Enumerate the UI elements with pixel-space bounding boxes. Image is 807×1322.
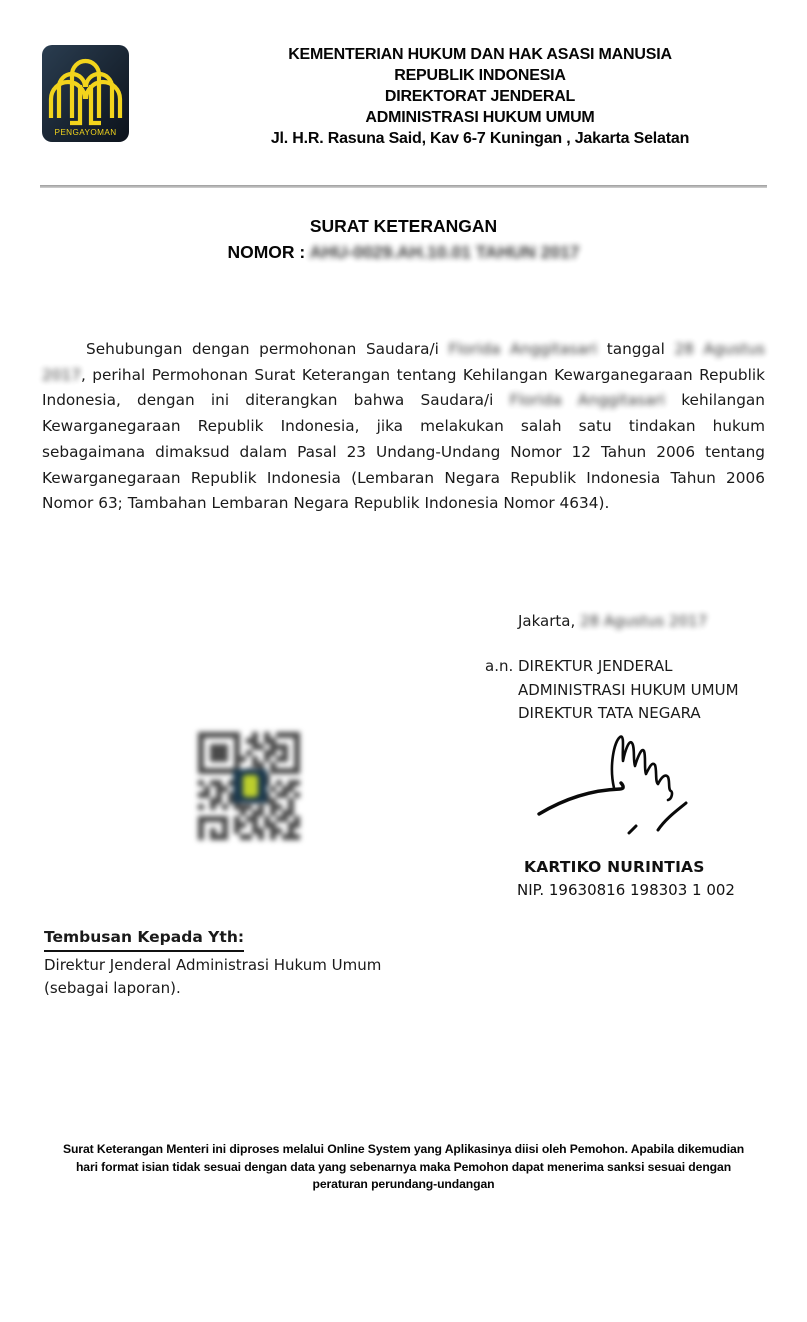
body-text: tanggal <box>597 340 675 358</box>
pengayoman-logo-icon <box>42 45 129 142</box>
request-date-redacted: 28 Agustus 2017 <box>42 340 765 384</box>
address-line: Jl. H.R. Rasuna Said, Kav 6-7 Kuningan , Jakarta Selatan <box>270 130 690 147</box>
an-line: a.n. DIREKTUR JENDERAL <box>485 657 673 675</box>
header-divider <box>40 185 767 188</box>
signer-nip: NIP. 19630816 198303 1 002 <box>517 881 735 899</box>
body-text: kehilangan Kewarganegaraan Republik Indonesia, jika melakukan salah satu tindakan hukum sebagaimana dimaksud dalam Pasal 23 Undang-Undang Nomor 12 Tahun 2006 tentang Kewarganegaraan Republik Indonesia (Lembaran Negara Republik Indonesia Tahun 2006 Nomor 63; Tambahan Lembaran Negara Republik Indonesia Nomor 4634). <box>42 391 765 513</box>
footer-disclaimer: Surat Keterangan Menteri ini diproses melalui Online System yang Aplikasinya diisi oleh Pemohon. Apabila dikemudian hari format isian tidak sesuai dengan data yang sebenarnya maka Pemohon dapat menerima sanksi sesuai dengan peraturan perundang-undangan <box>62 1142 745 1191</box>
ministry-name: KEMENTERIAN HUKUM DAN HAK ASASI MANUSIA <box>288 46 672 63</box>
letter-date-redacted: 28 Agustus 2017 <box>580 612 708 630</box>
body-text: , perihal Permohonan Surat Keterangan tentang Kehilangan Kewarganegaraan Republik Indonesia, dengan ini diterangkan bahwa Saudara/i <box>42 365 765 410</box>
place-date-line <box>518 612 707 630</box>
letter-title-block <box>0 213 807 265</box>
administration-line: ADMINISTRASI HUKUM UMUM <box>365 109 595 126</box>
qr-center-logo <box>233 769 267 803</box>
letter-title: SURAT KETERANGAN <box>309 216 498 236</box>
tembusan-line: (sebagai laporan). <box>44 979 181 997</box>
org-line: ADMINISTRASI HUKUM UMUM <box>518 680 739 699</box>
nomor-value-redacted: AHU-0029.AH.10.01 TAHUN 2017 <box>309 242 580 262</box>
tembusan-line: Direktur Jenderal Administrasi Hukum Umum <box>44 956 382 974</box>
logo-caption: PENGAYOMAN <box>54 128 117 137</box>
role-line: DIREKTUR TATA NEGARA <box>518 704 701 722</box>
tembusan-heading: Tembusan Kepada Yth: <box>44 926 244 952</box>
tembusan-block <box>44 926 381 1000</box>
qr-emblem-icon <box>243 775 258 797</box>
letter-body <box>42 337 765 517</box>
signatory-title-block <box>485 655 739 726</box>
body-text: Sehubungan dengan permohonan Saudara/i <box>86 340 449 358</box>
letterhead <box>190 44 770 149</box>
applicant-name-redacted: Florida Anggitasari <box>448 340 598 358</box>
ministry-logo <box>42 45 129 142</box>
directorate-line: DIREKTORAT JENDERAL <box>384 88 576 105</box>
applicant-name-redacted: Florida Anggitasari <box>509 391 665 410</box>
country-name: REPUBLIK INDONESIA <box>394 67 566 84</box>
nomor-label: NOMOR : <box>227 242 306 262</box>
letter-number-line <box>0 239 807 265</box>
place-label: Jakarta, <box>518 612 576 630</box>
signer-block <box>517 858 735 899</box>
signature-image <box>532 726 710 844</box>
signer-name: KARTIKO NURINTIAS <box>524 858 705 876</box>
qr-code <box>198 732 302 842</box>
